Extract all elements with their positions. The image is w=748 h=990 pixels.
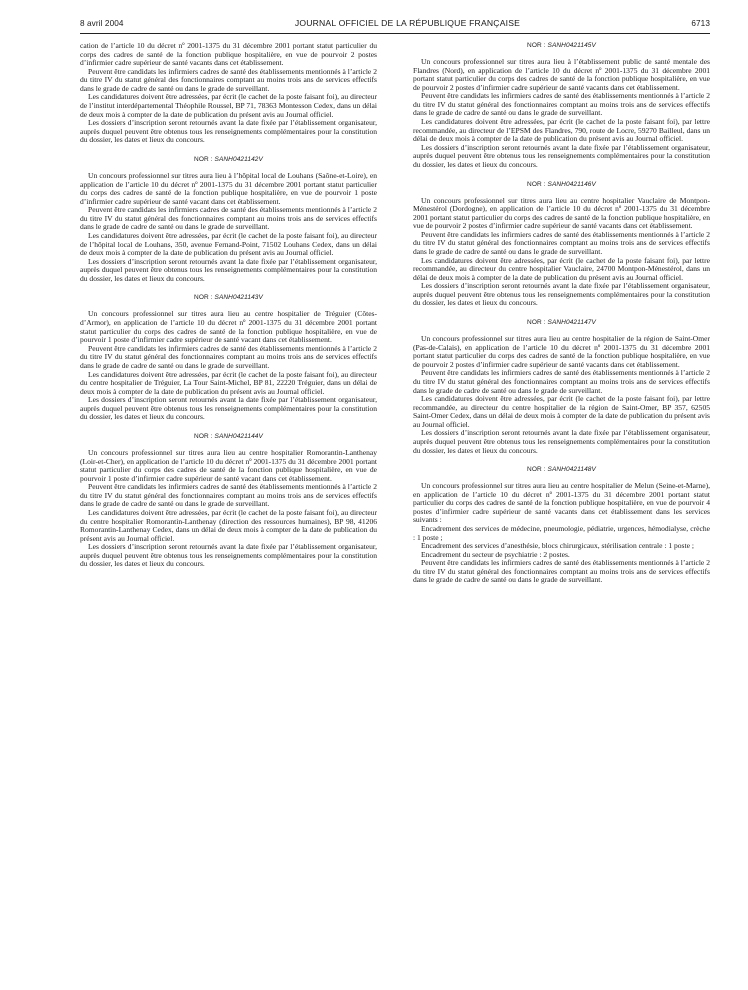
header-rule <box>80 33 710 34</box>
nor-reference <box>80 156 377 163</box>
nor-label: NOR : <box>527 42 546 49</box>
nor-code: SANH0421145V <box>547 42 596 49</box>
notice-paragraph: Peuvent être candidats les infirmiers cadres de santé des établissements mentionnés à l’article 2 du titre IV du statut général des fonctionnaires comptant au moins trois ans de services effectifs dans le grade de cadre de santé ou dans le grade de surveillant. <box>413 91 710 118</box>
notice-paragraph: Peuvent être candidats les infirmiers cadres de santé des établissements mentionnés à l’article 2 du titre IV du statut général des fonctionnaires comptant au moins trois ans de services effectifs dans le grade de cadre de santé ou dans le grade de surveillant. <box>413 229 710 256</box>
nor-reference <box>413 42 710 49</box>
nor-reference <box>413 181 710 188</box>
notice-paragraph: Un concours professionnel sur titres aura lieu au centre hospitalier de la région de Saint-Omer (Pas-de-Calais), en application de l’article 10 du décret nº 2001-1375 du 31 décembre 2001 portant statut particulier du corps des cadres de santé de la fonction publique hospitalière, en vue de pourvoir 2 postes d’infirmier cadre supérieur de santé vacants dans cet établissement. <box>413 334 710 369</box>
nor-label: NOR : <box>194 155 213 163</box>
nor-code: SANH0421147V <box>547 319 596 327</box>
notice-sanh0421148v <box>413 466 710 585</box>
nor-code: SANH0421144V <box>214 432 263 440</box>
notice-sanh0421147v <box>413 319 710 455</box>
notice-sanh0421146v <box>413 181 710 309</box>
notice-paragraph: Les candidatures doivent être adressées, par écrit (le cachet de la poste faisant foi), par lettre recommandée, au directeur de l’EPSM des Flandres, 790, route de Locre, 59270 Bailleul, dans un délai de deux mois à compter de la date de publication du présent avis au Journal officiel. <box>413 117 710 144</box>
notice-paragraph: Peuvent être candidats les infirmiers cadres de santé des établissements mentionnés à l’article 2 du titre IV du statut général des fonctionnaires comptant au moins trois ans de services effectifs dans le grade de cadre de santé ou dans le grade de surveillant. <box>413 368 710 395</box>
page-header <box>80 18 710 28</box>
page-number: 6713 <box>691 19 710 28</box>
right-column <box>413 42 710 585</box>
notice-sanh0421142v <box>80 156 377 284</box>
notice-paragraph: Peuvent être candidats les infirmiers cadres de santé des établissements mentionnés à l’article 2 du titre IV du statut général des fonctionnaires comptant au moins trois ans de services effectifs dans le grade de cadre de santé ou dans le grade de surveillant. <box>80 343 377 370</box>
notice-paragraph: Les candidatures doivent être adressées, par écrit (le cachet de la poste faisant foi), au directeur de l’institut interdépartemental Théophile Roussel, BP 71, 78363 Montesson Cedex, dans un délai de deux mois à compter de la date de publication du présent avis au Journal officiel. <box>80 92 377 119</box>
notice-paragraph: Un concours professionnel sur titres aura lieu au centre hospitalier de Tréguier (Côtes-d’Armor), en application de l’article 10 du décret nº 2001-1375 du 31 décembre 2001 portant statut particulier du corps des cadres de santé de la fonction publique hospitalière, en vue de pourvoir 1 poste d’infirmier cadre supérieur de santé vacant dans cet établissement. <box>80 309 377 345</box>
continued-notice <box>80 42 377 145</box>
notice-paragraph: Peuvent être candidats les infirmiers cadres de santé des établissements mentionnés à l’article 2 du titre IV du statut général des fonctionnaires comptant au moins trois ans de services effectifs dans le grade de cadre de santé ou dans le grade de surveillant. <box>80 205 377 232</box>
notice-paragraph: Un concours professionnel sur titres aura lieu à l’hôpital local de Louhans (Saône-et-Loire), en application de l’article 10 du décret nº 2001-1375 du 31 décembre 2001 portant statut particulier du corps des cadres de santé de la fonction publique hospitalière, en vue de pourvoir 1 poste d’infirmier cadre supérieur de santé vacant dans cet établissement. <box>80 170 377 206</box>
notice-paragraph: Un concours professionnel sur titres aura lieu au centre hospitalier Romorantin-Lanthenay (Loir-et-Cher), en application de l’article 10 du décret nº 2001-1375 du 31 décembre 2001 portant statut particulier du corps des cadres de santé de la fonction publique hospitalière, en vue de pourvoir 1 poste d’infirmier cadre supérieur de santé vacant dans cet établissement. <box>80 447 377 483</box>
left-column <box>80 42 377 585</box>
nor-label: NOR : <box>527 180 546 188</box>
notice-sanh0421143v <box>80 294 377 422</box>
notice-paragraph: Un concours professionnel sur titres aura lieu à l’établissement public de santé mentale des Flandres (Nord), en application de l’article 10 du décret nº 2001-1375 du 31 décembre 2001 portant statut particulier du corps des cadres de santé de la fonction publique hospitalière, en vue de pourvoir 2 postes d’infirmier cadre supérieur de santé vacants dans cet établissement. <box>413 57 710 92</box>
notice-paragraph: Les candidatures doivent être adressées, par écrit (le cachet de la poste faisant foi), par lettre recommandée, au directeur du centre hospitalier Vauclaire, 24700 Montpon-Ménestérol, dans un délai de deux mois à compter de la date de publication du présent avis au Journal officiel. <box>413 255 710 282</box>
nor-code: SANH0421146V <box>547 180 596 188</box>
nor-code: SANH0421142V <box>214 155 263 163</box>
notice-paragraph: Les dossiers d’inscription seront retournés avant la date fixée par l’établissement organisateur, auprès duquel peuvent être obtenus tous les renseignements complémentaires pour la constitution du dossier, les dates et lieux du concours. <box>413 281 710 308</box>
notice-paragraph: Les candidatures doivent être adressées, par écrit (le cachet de la poste faisant foi), au directeur de l’hôpital local de Louhans, 350, avenue Fernand-Point, 71502 Louhans Cedex, dans un délai de deux mois à compter de la date de publication du présent avis au Journal officiel. <box>80 230 377 258</box>
notice-paragraph: Les dossiers d’inscription seront retournés avant la date fixée par l’établissement organisateur, auprès duquel peuvent être obtenus tous les renseignements complémentaires pour la constitution du dossier, les dates et lieux du concours. <box>80 256 377 283</box>
notice-paragraph: Les candidatures doivent être adressées, par écrit (le cachet de la poste faisant foi), au directeur du centre hospitalier de Tréguier, La Tour Saint-Michel, BP 81, 22220 Tréguier, dans un délai de deux mois à compter de la date de publication du présent avis au Journal officiel. <box>80 369 377 396</box>
notice-paragraph: Les dossiers d’inscription seront retournés avant la date fixée par l’établissement organisateur, auprès duquel peuvent être obtenus tous les renseignements complémentaires pour la constitution du dossier, les dates et lieux du concours. <box>80 542 377 569</box>
two-column-body <box>80 42 710 585</box>
nor-code: SANH0421148V <box>547 466 596 474</box>
notice-paragraph: Un concours professionnel sur titres aura lieu au centre hospitalier Vauclaire de Montpon-Ménestérol (Dordogne), en application de l’article 10 du décret nº 2001-1375 du 31 décembre 2001 portant statut particulier du corps des cadres de santé de la fonction publique hospitalière, en vue de pourvoir 2 postes d’infirmier cadre supérieur de santé vacants dans cet établissement. <box>413 195 710 231</box>
nor-reference <box>80 294 377 301</box>
service-list-item: Encadrement des services d’anesthésie, blocs chirurgicaux, stérilisation centrale : 1 poste ; <box>421 541 694 551</box>
notice-paragraph: Les dossiers d’inscription seront retournés avant la date fixée par l’établissement organisateur, auprès duquel peuvent être obtenus tous les renseignements complémentaires pour la constitution du dossier, les dates et lieux du concours. <box>413 142 710 169</box>
nor-reference <box>413 319 710 326</box>
nor-label: NOR : <box>527 319 546 327</box>
notice-paragraph: Peuvent être candidats les infirmiers cadres de santé des établissements mentionnés à l’article 2 du titre IV du statut général des fonctionnaires comptant au moins trois ans de services effectifs dans le grade de cadre de santé ou dans le grade de surveillant. <box>80 66 377 93</box>
nor-reference <box>80 433 377 440</box>
notice-paragraph: Les candidatures doivent être adressées, par écrit (le cachet de la poste faisant foi), par lettre recommandée, au directeur du centre hospitalier de la région de Saint-Omer, BP 357, 62505 Saint-Omer Cedex, dans un délai de deux mois à compter de la date de publication du présent avis au Journal officiel. <box>413 394 710 429</box>
service-list-item: Encadrement du secteur de psychiatrie : 2 postes. <box>421 549 570 559</box>
nor-label: NOR : <box>527 466 546 474</box>
notice-paragraph: Les candidatures doivent être adressées, par écrit (le cachet de la poste faisant foi), au directeur du centre hospitalier Romorantin-Lanthenay (direction des ressources humaines), BP 98, 41206 Romorantin-Lanthenay Cedex, dans un délai de deux mois à compter de la date de publication du présent avis au Journal officiel. <box>80 508 377 543</box>
notice-sanh0421145v <box>413 42 710 170</box>
notice-paragraph: Les dossiers d’inscription seront retournés avant la date fixée par l’établissement organisateur, auprès duquel peuvent être obtenus tous les renseignements complémentaires pour la constitution du dossier, les dates et lieux du concours. <box>80 118 377 145</box>
notice-paragraph: cation de l’article 10 du décret nº 2001-1375 du 31 décembre 2001 portant statut particulier du corps des cadres de santé de la fonction publique hospitalière, en vue de pourvoir 2 postes d’infirmier cadre supérieur de santé vacants dans cet établissement. <box>80 41 377 68</box>
header-date: 8 avril 2004 <box>80 19 124 28</box>
nor-code: SANH0421143V <box>214 294 263 302</box>
nor-reference <box>413 466 710 473</box>
notice-paragraph: Peuvent être candidats les infirmiers cadres de santé des établissements mentionnés à l’article 2 du titre IV du statut général des fonctionnaires comptant au moins trois ans de services effectifs dans le grade de cadre de santé ou dans le grade de surveillant. <box>80 482 377 509</box>
nor-label: NOR : <box>194 294 213 302</box>
notice-paragraph: Un concours professionnel sur titres aura lieu au centre hospitalier de Melun (Seine-et-Marne), en application de l’article 10 du décret nº 2001-1375 du 31 décembre 2001 portant statut particulier du corps des cadres de santé de la fonction publique hospitalière, en vue de pourvoir 4 postes d’infirmier cadre supérieur de santé vacants dans cet établissement dans les services suivants : <box>413 481 710 525</box>
journal-title: JOURNAL OFFICIEL DE LA RÉPUBLIQUE FRANÇAISE <box>294 18 521 28</box>
notice-sanh0421144v <box>80 433 377 569</box>
service-list-item: Encadrement des services de médecine, pneumologie, pédiatrie, urgences, hémodialyse, crèche : 1 poste ; <box>413 524 710 542</box>
notice-paragraph: Les dossiers d’inscription seront retournés avant la date fixée par l’établissement organisateur, auprès duquel peuvent être obtenus tous les renseignements complémentaires pour la constitution du dossier, les dates et lieux du concours. <box>413 428 710 455</box>
nor-label: NOR : <box>194 432 213 440</box>
notice-paragraph: Les dossiers d’inscription seront retournés avant la date fixée par l’établissement organisateur, auprès duquel peuvent être obtenus tous les renseignements complémentaires pour la constitution du dossier, les dates et lieux du concours. <box>80 395 377 422</box>
notice-paragraph: Peuvent être candidats les infirmiers cadres de santé des établissements mentionnés à l’article 2 du titre IV du statut général des fonctionnaires comptant au moins trois ans de services effectifs dans le grade de cadre de santé ou dans le grade de surveillant. <box>413 558 710 585</box>
